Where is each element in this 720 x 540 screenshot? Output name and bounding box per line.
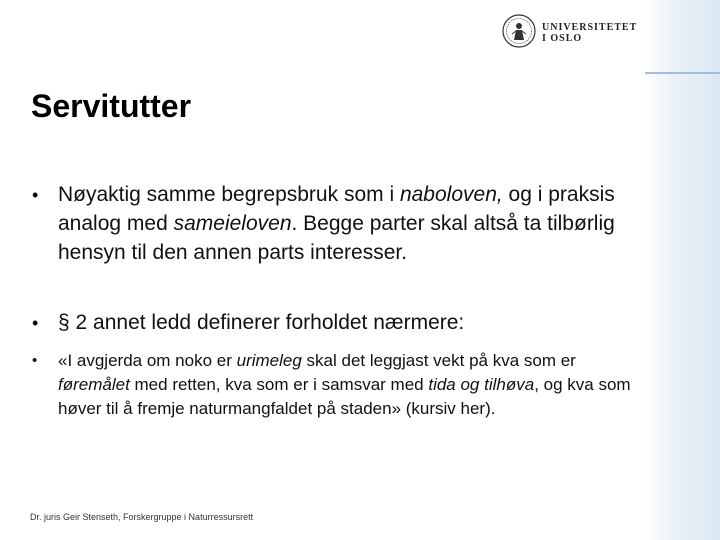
logo-line-1: UNIVERSITETET [542, 22, 638, 33]
bullet-list [32, 180, 642, 421]
bullet-item-2 [32, 308, 642, 337]
text-segment: skal det leggjast vekt på kva som er [301, 351, 576, 370]
university-seal-icon [502, 14, 536, 48]
italic-text-segment: urimeleg [236, 351, 302, 370]
italic-text-segment: sameieloven [173, 212, 292, 235]
text-segment: § 2 annet ledd definerer forholdet nærmere: [58, 311, 465, 334]
italic-text-segment: tida og tilhøva [428, 375, 535, 394]
text-segment: «I avgjerda om noko er [58, 351, 237, 370]
text-segment: Nøyaktig samme begrepsbruk som i [58, 183, 400, 206]
university-logo [502, 14, 642, 54]
decorative-divider [645, 72, 720, 74]
footer-text: Dr. juris Geir Stenseth, Forskergruppe i Naturressursrett [30, 512, 254, 522]
bullet-item-3 [32, 349, 642, 421]
bullet-text [58, 351, 631, 418]
bullet-dot: • [32, 352, 38, 369]
slide-title: Servitutter [31, 88, 192, 124]
bullet-text [58, 311, 464, 334]
italic-text-segment: føremålet [58, 375, 130, 394]
bullet-dot: • [32, 313, 39, 333]
bullet-dot: • [32, 185, 39, 205]
decorative-side-panel [645, 0, 720, 540]
logo-line-2: I OSLO [542, 33, 583, 44]
bullet-text [58, 183, 615, 264]
italic-text-segment: naboloven, [399, 183, 503, 206]
text-segment: med retten, kva som er i samsvar med [129, 375, 429, 394]
text-segment: . Begge parter skal altså ta tilbørlig hensyn til den annen parts interesser. [58, 212, 615, 264]
text-segment: , og kva som høver til å fremje naturmangfaldet på staden» (kursiv her). [58, 375, 631, 418]
text-segment: og i praksis analog med [58, 183, 615, 235]
bullet-item-1 [32, 180, 642, 267]
